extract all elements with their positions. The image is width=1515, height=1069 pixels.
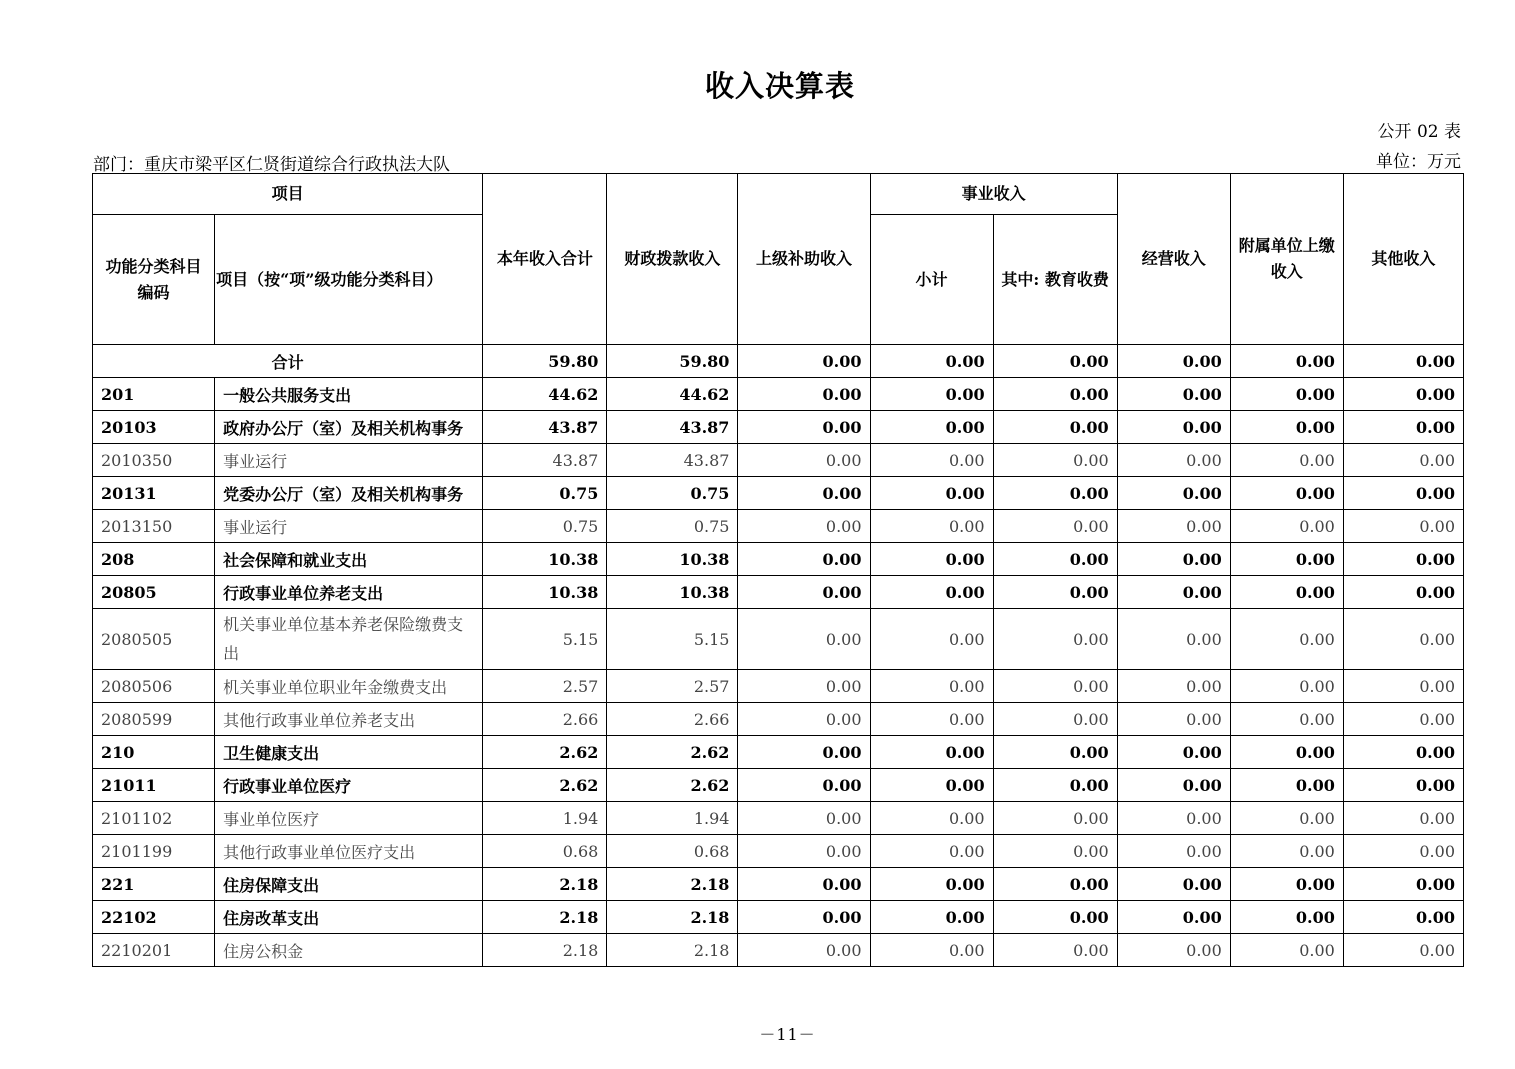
cell-value: 0.00 [1343, 934, 1463, 967]
cell-value: 0.00 [1343, 378, 1463, 411]
cell-value: 0.00 [1343, 444, 1463, 477]
cell-value: 0.00 [993, 411, 1117, 444]
table-row [93, 835, 1464, 868]
form-number: 公开 02 表 [1377, 122, 1461, 142]
header-total: 本年收入合计 [483, 174, 607, 345]
header-code: 功能分类科目编码 [93, 215, 215, 345]
cell-value: 0.00 [993, 670, 1117, 703]
cell-value: 0.00 [1343, 510, 1463, 543]
header-business-group: 事业收入 [870, 174, 1117, 215]
cell-code: 22102 [93, 901, 215, 934]
cell-name: 行政事业单位养老支出 [215, 576, 483, 609]
cell-value: 0.00 [993, 901, 1117, 934]
cell-value: 0.00 [1230, 411, 1343, 444]
cell-code: 221 [93, 868, 215, 901]
header-subtotal: 小计 [870, 215, 993, 345]
cell-value: 0.00 [738, 477, 870, 510]
cell-value: 2.62 [607, 769, 738, 802]
cell-value: 0.00 [1343, 703, 1463, 736]
cell-value: 0.00 [1230, 769, 1343, 802]
cell-value: 2.57 [483, 670, 607, 703]
department-label: 部门：重庆市梁平区仁贤街道综合行政执法大队 [93, 155, 450, 175]
table-row [93, 543, 1464, 576]
cell-value: 0.00 [870, 609, 993, 670]
cell-value: 0.00 [1117, 444, 1230, 477]
cell-value: 2.62 [607, 736, 738, 769]
table-row [93, 444, 1464, 477]
cell-code: 20805 [93, 576, 215, 609]
cell-value: 0.00 [738, 543, 870, 576]
cell-value: 0.00 [1230, 345, 1343, 378]
cell-value: 0.00 [738, 901, 870, 934]
cell-code: 2013150 [93, 510, 215, 543]
cell-value: 0.00 [1230, 934, 1343, 967]
cell-value: 0.00 [1117, 345, 1230, 378]
header-name: 项目（按“项”级功能分类科目） [215, 215, 483, 345]
cell-value: 0.00 [1230, 802, 1343, 835]
cell-value: 0.00 [1343, 576, 1463, 609]
cell-value: 0.00 [1343, 670, 1463, 703]
table-row [93, 901, 1464, 934]
cell-value: 0.00 [870, 444, 993, 477]
cell-value: 0.00 [870, 769, 993, 802]
cell-code: 2010350 [93, 444, 215, 477]
cell-value: 0.00 [1230, 378, 1343, 411]
cell-value: 0.00 [738, 670, 870, 703]
cell-value: 1.94 [483, 802, 607, 835]
cell-name: 住房改革支出 [215, 901, 483, 934]
cell-value: 2.18 [483, 901, 607, 934]
cell-code: 201 [93, 378, 215, 411]
cell-value: 0.00 [1230, 576, 1343, 609]
table-row [93, 670, 1464, 703]
cell-value: 0.00 [1343, 477, 1463, 510]
cell-value: 0.00 [993, 835, 1117, 868]
cell-value: 0.00 [1117, 411, 1230, 444]
cell-value: 0.00 [1343, 609, 1463, 670]
cell-value: 0.00 [1117, 868, 1230, 901]
cell-value: 0.00 [1230, 835, 1343, 868]
cell-value: 0.00 [738, 609, 870, 670]
cell-value: 0.00 [738, 868, 870, 901]
cell-value: 0.00 [870, 477, 993, 510]
cell-value: 0.75 [483, 477, 607, 510]
cell-value: 0.00 [1117, 378, 1230, 411]
cell-value: 0.00 [1343, 543, 1463, 576]
cell-value: 0.00 [993, 609, 1117, 670]
cell-value: 2.66 [483, 703, 607, 736]
cell-value: 59.80 [483, 345, 607, 378]
table-row [93, 609, 1464, 670]
header-fiscal: 财政拨款收入 [607, 174, 738, 345]
cell-value: 0.00 [993, 510, 1117, 543]
cell-value: 0.00 [1343, 901, 1463, 934]
cell-value: 2.18 [483, 868, 607, 901]
cell-value: 2.62 [483, 769, 607, 802]
header-education: 其中: 教育收费 [993, 215, 1117, 345]
cell-value: 43.87 [607, 444, 738, 477]
cell-value: 0.00 [993, 934, 1117, 967]
table-row [93, 477, 1464, 510]
cell-name: 机关事业单位基本养老保险缴费支出 [215, 609, 483, 670]
table-row [93, 802, 1464, 835]
header-operating: 经营收入 [1117, 174, 1230, 345]
cell-value: 5.15 [483, 609, 607, 670]
cell-value: 1.94 [607, 802, 738, 835]
table-row [93, 703, 1464, 736]
cell-code: 2080505 [93, 609, 215, 670]
cell-code: 21011 [93, 769, 215, 802]
cell-value: 2.18 [607, 901, 738, 934]
cell-value: 0.00 [1117, 901, 1230, 934]
cell-value: 0.00 [870, 736, 993, 769]
cell-name: 事业运行 [215, 444, 483, 477]
cell-value: 0.00 [738, 411, 870, 444]
cell-value: 10.38 [607, 543, 738, 576]
cell-value: 0.00 [870, 670, 993, 703]
cell-value: 0.68 [483, 835, 607, 868]
cell-value: 0.00 [993, 576, 1117, 609]
cell-name: 社会保障和就业支出 [215, 543, 483, 576]
cell-name: 一般公共服务支出 [215, 378, 483, 411]
total-label: 合计 [93, 345, 483, 378]
cell-value: 2.18 [483, 934, 607, 967]
cell-value: 0.68 [607, 835, 738, 868]
unit-label: 单位：万元 [1376, 152, 1461, 172]
cell-value: 0.00 [1230, 543, 1343, 576]
cell-value: 43.87 [607, 411, 738, 444]
cell-value: 0.00 [1117, 670, 1230, 703]
cell-value: 44.62 [607, 378, 738, 411]
cell-value: 0.00 [993, 444, 1117, 477]
cell-value: 0.00 [1117, 576, 1230, 609]
cell-code: 2210201 [93, 934, 215, 967]
cell-value: 0.00 [870, 378, 993, 411]
cell-value: 0.00 [870, 411, 993, 444]
cell-value: 0.00 [993, 703, 1117, 736]
cell-value: 0.00 [993, 802, 1117, 835]
cell-value: 0.00 [1343, 769, 1463, 802]
cell-value: 0.00 [1117, 934, 1230, 967]
table-row [93, 411, 1464, 444]
header-superior: 上级补助收入 [738, 174, 870, 345]
cell-name: 住房公积金 [215, 934, 483, 967]
cell-value: 0.00 [870, 901, 993, 934]
table-row [93, 934, 1464, 967]
cell-value: 0.00 [1230, 703, 1343, 736]
cell-value: 44.62 [483, 378, 607, 411]
cell-value: 0.00 [870, 345, 993, 378]
table-row [93, 576, 1464, 609]
total-row [93, 345, 1464, 378]
cell-value: 2.18 [607, 934, 738, 967]
cell-value: 59.80 [607, 345, 738, 378]
table-row [93, 736, 1464, 769]
cell-value: 0.00 [870, 802, 993, 835]
page-number: －11－ [759, 1025, 816, 1044]
cell-code: 20131 [93, 477, 215, 510]
cell-value: 0.00 [738, 510, 870, 543]
cell-value: 0.00 [738, 576, 870, 609]
cell-value: 0.00 [1343, 868, 1463, 901]
cell-name: 事业单位医疗 [215, 802, 483, 835]
cell-value: 0.00 [993, 868, 1117, 901]
cell-code: 208 [93, 543, 215, 576]
header-item: 项目 [93, 174, 483, 215]
header-affiliated: 附属单位上缴收入 [1230, 174, 1343, 345]
cell-value: 10.38 [483, 576, 607, 609]
header-other: 其他收入 [1343, 174, 1463, 345]
cell-value: 0.00 [1343, 802, 1463, 835]
cell-name: 党委办公厅（室）及相关机构事务 [215, 477, 483, 510]
cell-value: 0.00 [738, 703, 870, 736]
cell-value: 0.00 [1230, 670, 1343, 703]
cell-value: 0.00 [870, 703, 993, 736]
cell-value: 0.00 [1343, 835, 1463, 868]
cell-value: 0.00 [1117, 609, 1230, 670]
cell-value: 0.00 [738, 934, 870, 967]
cell-value: 0.00 [1117, 543, 1230, 576]
cell-name: 政府办公厅（室）及相关机构事务 [215, 411, 483, 444]
cell-code: 2101199 [93, 835, 215, 868]
cell-name: 住房保障支出 [215, 868, 483, 901]
cell-value: 0.00 [738, 444, 870, 477]
cell-value: 0.00 [1117, 736, 1230, 769]
cell-value: 2.66 [607, 703, 738, 736]
income-table [92, 173, 1464, 967]
cell-code: 2101102 [93, 802, 215, 835]
cell-value: 0.00 [1117, 510, 1230, 543]
cell-value: 0.00 [993, 477, 1117, 510]
cell-value: 0.75 [483, 510, 607, 543]
cell-value: 0.00 [870, 868, 993, 901]
cell-value: 0.00 [738, 769, 870, 802]
cell-value: 0.00 [993, 769, 1117, 802]
cell-code: 2080506 [93, 670, 215, 703]
cell-code: 20103 [93, 411, 215, 444]
cell-value: 0.00 [993, 736, 1117, 769]
cell-value: 0.75 [607, 510, 738, 543]
cell-value: 0.00 [1230, 868, 1343, 901]
cell-value: 0.00 [738, 378, 870, 411]
cell-value: 0.00 [1117, 835, 1230, 868]
cell-value: 2.18 [607, 868, 738, 901]
cell-value: 0.00 [738, 802, 870, 835]
table-row [93, 378, 1464, 411]
cell-name: 卫生健康支出 [215, 736, 483, 769]
table-row [93, 510, 1464, 543]
cell-name: 其他行政事业单位养老支出 [215, 703, 483, 736]
cell-value: 0.00 [870, 576, 993, 609]
cell-code: 210 [93, 736, 215, 769]
cell-value: 0.00 [1230, 510, 1343, 543]
cell-value: 0.00 [993, 543, 1117, 576]
cell-code: 2080599 [93, 703, 215, 736]
cell-value: 0.00 [1117, 802, 1230, 835]
cell-name: 事业运行 [215, 510, 483, 543]
cell-value: 0.00 [870, 543, 993, 576]
cell-value: 0.00 [1117, 477, 1230, 510]
cell-value: 0.00 [1343, 411, 1463, 444]
table-body [93, 345, 1464, 967]
table-row [93, 769, 1464, 802]
cell-value: 0.00 [1230, 736, 1343, 769]
cell-value: 0.00 [1343, 345, 1463, 378]
cell-value: 0.00 [1230, 477, 1343, 510]
cell-name: 机关事业单位职业年金缴费支出 [215, 670, 483, 703]
cell-value: 0.00 [870, 510, 993, 543]
cell-value: 43.87 [483, 444, 607, 477]
cell-value: 0.00 [1230, 609, 1343, 670]
cell-name: 行政事业单位医疗 [215, 769, 483, 802]
page-title: 收入决算表 [704, 69, 855, 103]
cell-value: 0.00 [1230, 901, 1343, 934]
cell-value: 0.75 [607, 477, 738, 510]
cell-value: 10.38 [607, 576, 738, 609]
table-row [93, 868, 1464, 901]
cell-value: 0.00 [870, 934, 993, 967]
cell-name: 其他行政事业单位医疗支出 [215, 835, 483, 868]
cell-value: 0.00 [1117, 703, 1230, 736]
cell-value: 0.00 [1230, 444, 1343, 477]
cell-value: 0.00 [1117, 769, 1230, 802]
cell-value: 0.00 [1343, 736, 1463, 769]
cell-value: 43.87 [483, 411, 607, 444]
cell-value: 5.15 [607, 609, 738, 670]
cell-value: 2.57 [607, 670, 738, 703]
cell-value: 0.00 [993, 345, 1117, 378]
cell-value: 0.00 [870, 835, 993, 868]
cell-value: 0.00 [738, 345, 870, 378]
cell-value: 10.38 [483, 543, 607, 576]
cell-value: 0.00 [738, 736, 870, 769]
cell-value: 0.00 [738, 835, 870, 868]
cell-value: 2.62 [483, 736, 607, 769]
cell-value: 0.00 [993, 378, 1117, 411]
